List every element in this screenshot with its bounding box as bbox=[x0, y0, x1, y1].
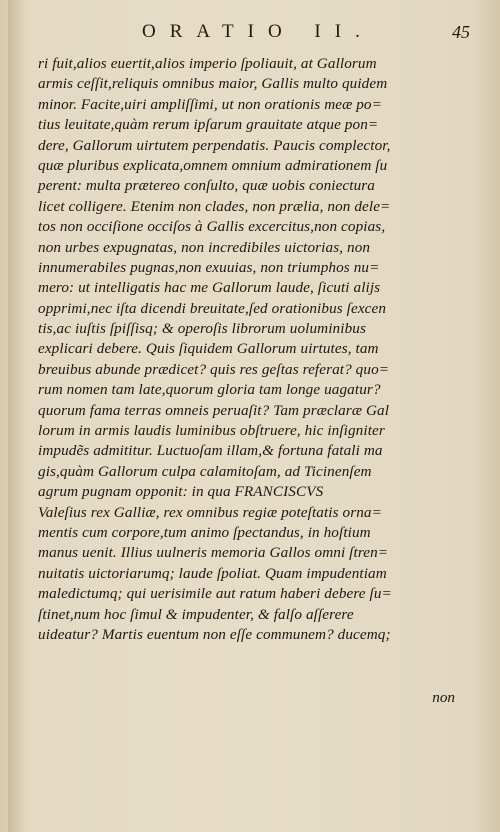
text-line: armis ceſſit,reliquis omnibus maior, Gallis multo quidem bbox=[38, 75, 388, 93]
text-line: rum nomen tam late,quorum gloria tam longe uagatur? bbox=[38, 381, 381, 399]
text-line: tius leuitate,quàm rerum ipſarum grauitate atque pon= bbox=[38, 116, 379, 134]
text-line: lorum in armis laudis luminibus obſtruere, hic inſigniter bbox=[38, 422, 385, 440]
gutter-shadow bbox=[8, 0, 26, 832]
text-line: maledictumq; qui uerisimile aut ratum haberi debere ſu= bbox=[38, 585, 392, 603]
text-line: dere, Gallorum uirtutem perpendatis. Paucis complector, bbox=[38, 136, 391, 154]
text-line: breuibus abunde prædicet? quis res geſtas referat? quo= bbox=[38, 360, 390, 378]
text-line: quorum fama terras omneis peruaſit? Tam præclaræ Gal bbox=[38, 401, 390, 419]
text-line: gis,quàm Gallorum culpa calamitoſam, ad Ticinenſem bbox=[38, 462, 372, 480]
page-number: 45 bbox=[452, 22, 470, 42]
text-line: opprimi,nec iſta dicendi breuitate,ſed orationibus ſexcen bbox=[38, 299, 387, 317]
text-line: innumerabiles pugnas,non exuuias, non triumphos nu= bbox=[38, 258, 380, 276]
text-line: explicari debere. Quis ſiquidem Gallorum uirtutes, tam bbox=[38, 340, 379, 358]
text-line: minor. Facite,uiri ampliſſimi, ut non orationis meæ po= bbox=[38, 95, 382, 113]
text-line: nuitatis uictoriarumq; laude ſpoliat. Quam impudentiam bbox=[38, 564, 387, 582]
text-line: perent: multa prætereo conſulto, quæ uobis coniectura bbox=[38, 177, 375, 195]
text-line: licet colligere. Etenim non clades, non prælia, non dele= bbox=[38, 197, 391, 215]
text-line: mentis cum corpore,tum animo ſpectandus, in hoſtium bbox=[38, 523, 371, 541]
text-line: agrum pugnam opponit: in qua FRANCISCVS bbox=[38, 483, 324, 501]
text-line: Valeſius rex Galliæ, rex omnibus regiæ poteſtatis orna= bbox=[38, 503, 382, 521]
page-header bbox=[60, 21, 470, 45]
text-line: impudẽs admititur. Luctuoſam illam,& fortuna fatali ma bbox=[38, 442, 383, 460]
running-head: ORATIO II. bbox=[142, 21, 374, 42]
catchword: non bbox=[432, 689, 455, 706]
text-line: tos non occiſione occiſos à Gallis excercitus,non copias, bbox=[38, 218, 386, 236]
text-line: ſtinet,num hoc ſimul & impudenter, & falſo aſſerere bbox=[38, 605, 354, 623]
text-line: uideatur? Martis euentum non eſſe communem? ducemq; bbox=[38, 625, 391, 643]
text-line: quæ pluribus explicata,omnem omnium admirationem ſu bbox=[38, 156, 388, 174]
body-text bbox=[38, 54, 468, 645]
text-line: tis,ac iuſtis ſpiſſisq; & operoſis librorum uoluminibus bbox=[38, 320, 366, 338]
text-line: mero: ut intelligatis hac me Gallorum laude, ſicuti alijs bbox=[38, 279, 381, 297]
text-line: non urbes expugnatas, non incredibiles uictorias, non bbox=[38, 238, 371, 256]
text-line: manus uenit. Illius uulneris memoria Gallos omni ſtren= bbox=[38, 544, 389, 562]
text-line: ri fuit,alios euertit,alios imperio ſpoliauit, at Gallorum bbox=[38, 55, 377, 72]
